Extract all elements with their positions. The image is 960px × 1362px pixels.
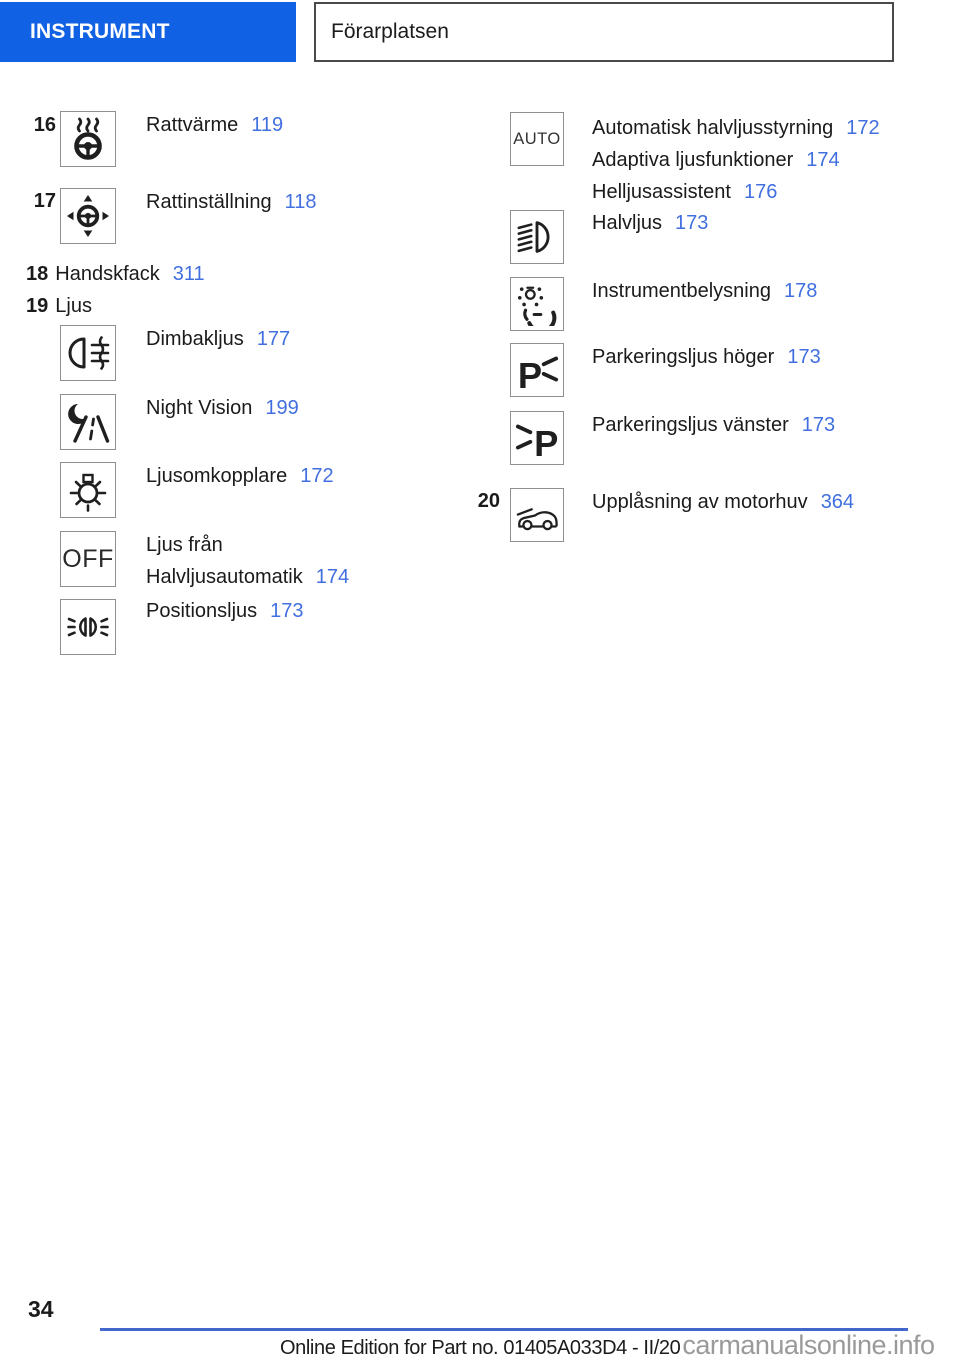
- hood-release-icon: [510, 488, 564, 542]
- item-label: Helljusassistent: [592, 181, 731, 203]
- item-row-rattinstallning: [146, 189, 317, 216]
- item-label: Halvljusautomatik: [146, 566, 303, 588]
- page-ref-link[interactable]: 173: [270, 600, 304, 622]
- item-row-parkeringsljus-hoger: [592, 344, 821, 371]
- item-label: Ljus: [55, 295, 92, 317]
- item-number-17: 17: [33, 190, 56, 212]
- item-row-ljusomkopplare: [146, 463, 334, 490]
- auto-headlight-icon-text: AUTO: [513, 129, 561, 148]
- page-number: 34: [28, 1296, 54, 1322]
- parking-light-right-icon: [510, 343, 564, 397]
- item-label: Ljus från: [146, 534, 223, 556]
- section-banner: [0, 2, 296, 62]
- page-ref-link[interactable]: 177: [256, 328, 291, 350]
- position-lights-icon: [60, 599, 116, 655]
- page-ref-link[interactable]: 173: [801, 414, 836, 436]
- svg-text:P: P: [517, 355, 543, 392]
- page-ref-link[interactable]: 311: [172, 263, 205, 285]
- auto-headlight-entries: [592, 112, 880, 208]
- item-label: Parkeringsljus höger: [592, 346, 775, 368]
- lights-off-icon: [60, 531, 116, 587]
- item-row-instrumentbelysning: [592, 278, 817, 305]
- footer: [280, 1330, 935, 1361]
- page-ref-link[interactable]: 173: [787, 346, 821, 368]
- item-row-dimbakljus: [146, 326, 290, 353]
- item-label: Rattinställning: [146, 191, 272, 213]
- low-beam-icon: [510, 210, 564, 264]
- page-ref-link[interactable]: 118: [284, 191, 317, 213]
- item-row-night-vision: [146, 395, 299, 422]
- svg-text:P: P: [534, 423, 559, 460]
- item-label: Handskfack: [55, 263, 160, 285]
- steering-wheel-adjust-icon: [60, 188, 116, 244]
- item-label: Rattvärme: [146, 114, 239, 136]
- page-ref-link[interactable]: 199: [265, 397, 299, 419]
- page-title: Förarplatsen: [331, 20, 449, 43]
- item-label: Instrumentbelysning: [592, 280, 771, 302]
- page-title-box: [314, 2, 894, 62]
- item-label: Parkeringsljus vänster: [592, 414, 789, 436]
- item-label: Automatisk halvljusstyrning: [592, 117, 834, 139]
- rear-fog-light-icon: [60, 325, 116, 381]
- item-label: Dimbakljus: [146, 328, 244, 350]
- section-banner-label: INSTRUMENT: [30, 20, 170, 43]
- steering-wheel-heat-icon: [60, 111, 116, 167]
- page-ref-link[interactable]: 364: [820, 491, 855, 513]
- item-row-parkeringsljus-vanster: [592, 412, 835, 439]
- page-ref-link[interactable]: 172: [846, 117, 880, 139]
- item-row-upplasning-motorhuv: [592, 489, 854, 516]
- item-label: Upplåsning av motorhuv: [592, 491, 808, 513]
- light-switch-icon: [60, 462, 116, 518]
- page-ref-link[interactable]: 176: [743, 181, 778, 203]
- item-number-19: 19: [26, 295, 49, 317]
- item-label: Night Vision: [146, 397, 253, 419]
- page-ref-link[interactable]: 178: [783, 280, 818, 302]
- item-row-rattvarme: [146, 112, 283, 139]
- item-number-16: 16: [33, 114, 56, 136]
- item-row-handskfack: [26, 261, 205, 288]
- instrument-lighting-icon: [510, 277, 564, 331]
- page-ref-link[interactable]: 172: [300, 465, 334, 487]
- page-ref-link[interactable]: 173: [675, 212, 709, 234]
- item-label: Halvljus: [592, 212, 663, 234]
- page-ref-link[interactable]: 119: [251, 114, 284, 136]
- item-row-ljus: [26, 293, 92, 320]
- page-ref-link[interactable]: 174: [315, 566, 350, 588]
- item-row-ljus-fran: [146, 529, 349, 593]
- item-label: Ljusomkopplare: [146, 465, 288, 487]
- item-label: Adaptiva ljusfunktioner: [592, 149, 794, 171]
- parking-light-left-icon: [510, 411, 564, 465]
- watermark-text: carmanualsonline.info: [682, 1330, 935, 1360]
- edition-note: Online Edition for Part no. 01405A033D4 - II/20: [280, 1337, 681, 1359]
- item-number-20: 20: [477, 490, 500, 512]
- item-number-18: 18: [26, 263, 49, 285]
- auto-headlight-icon: [510, 112, 564, 166]
- item-row-halvljus: [592, 210, 708, 237]
- night-vision-icon: [60, 394, 116, 450]
- item-row-positionsljus: [146, 598, 304, 625]
- item-label: Positionsljus: [146, 600, 258, 622]
- lights-off-icon-text: OFF: [62, 544, 114, 573]
- page-ref-link[interactable]: 174: [806, 149, 840, 171]
